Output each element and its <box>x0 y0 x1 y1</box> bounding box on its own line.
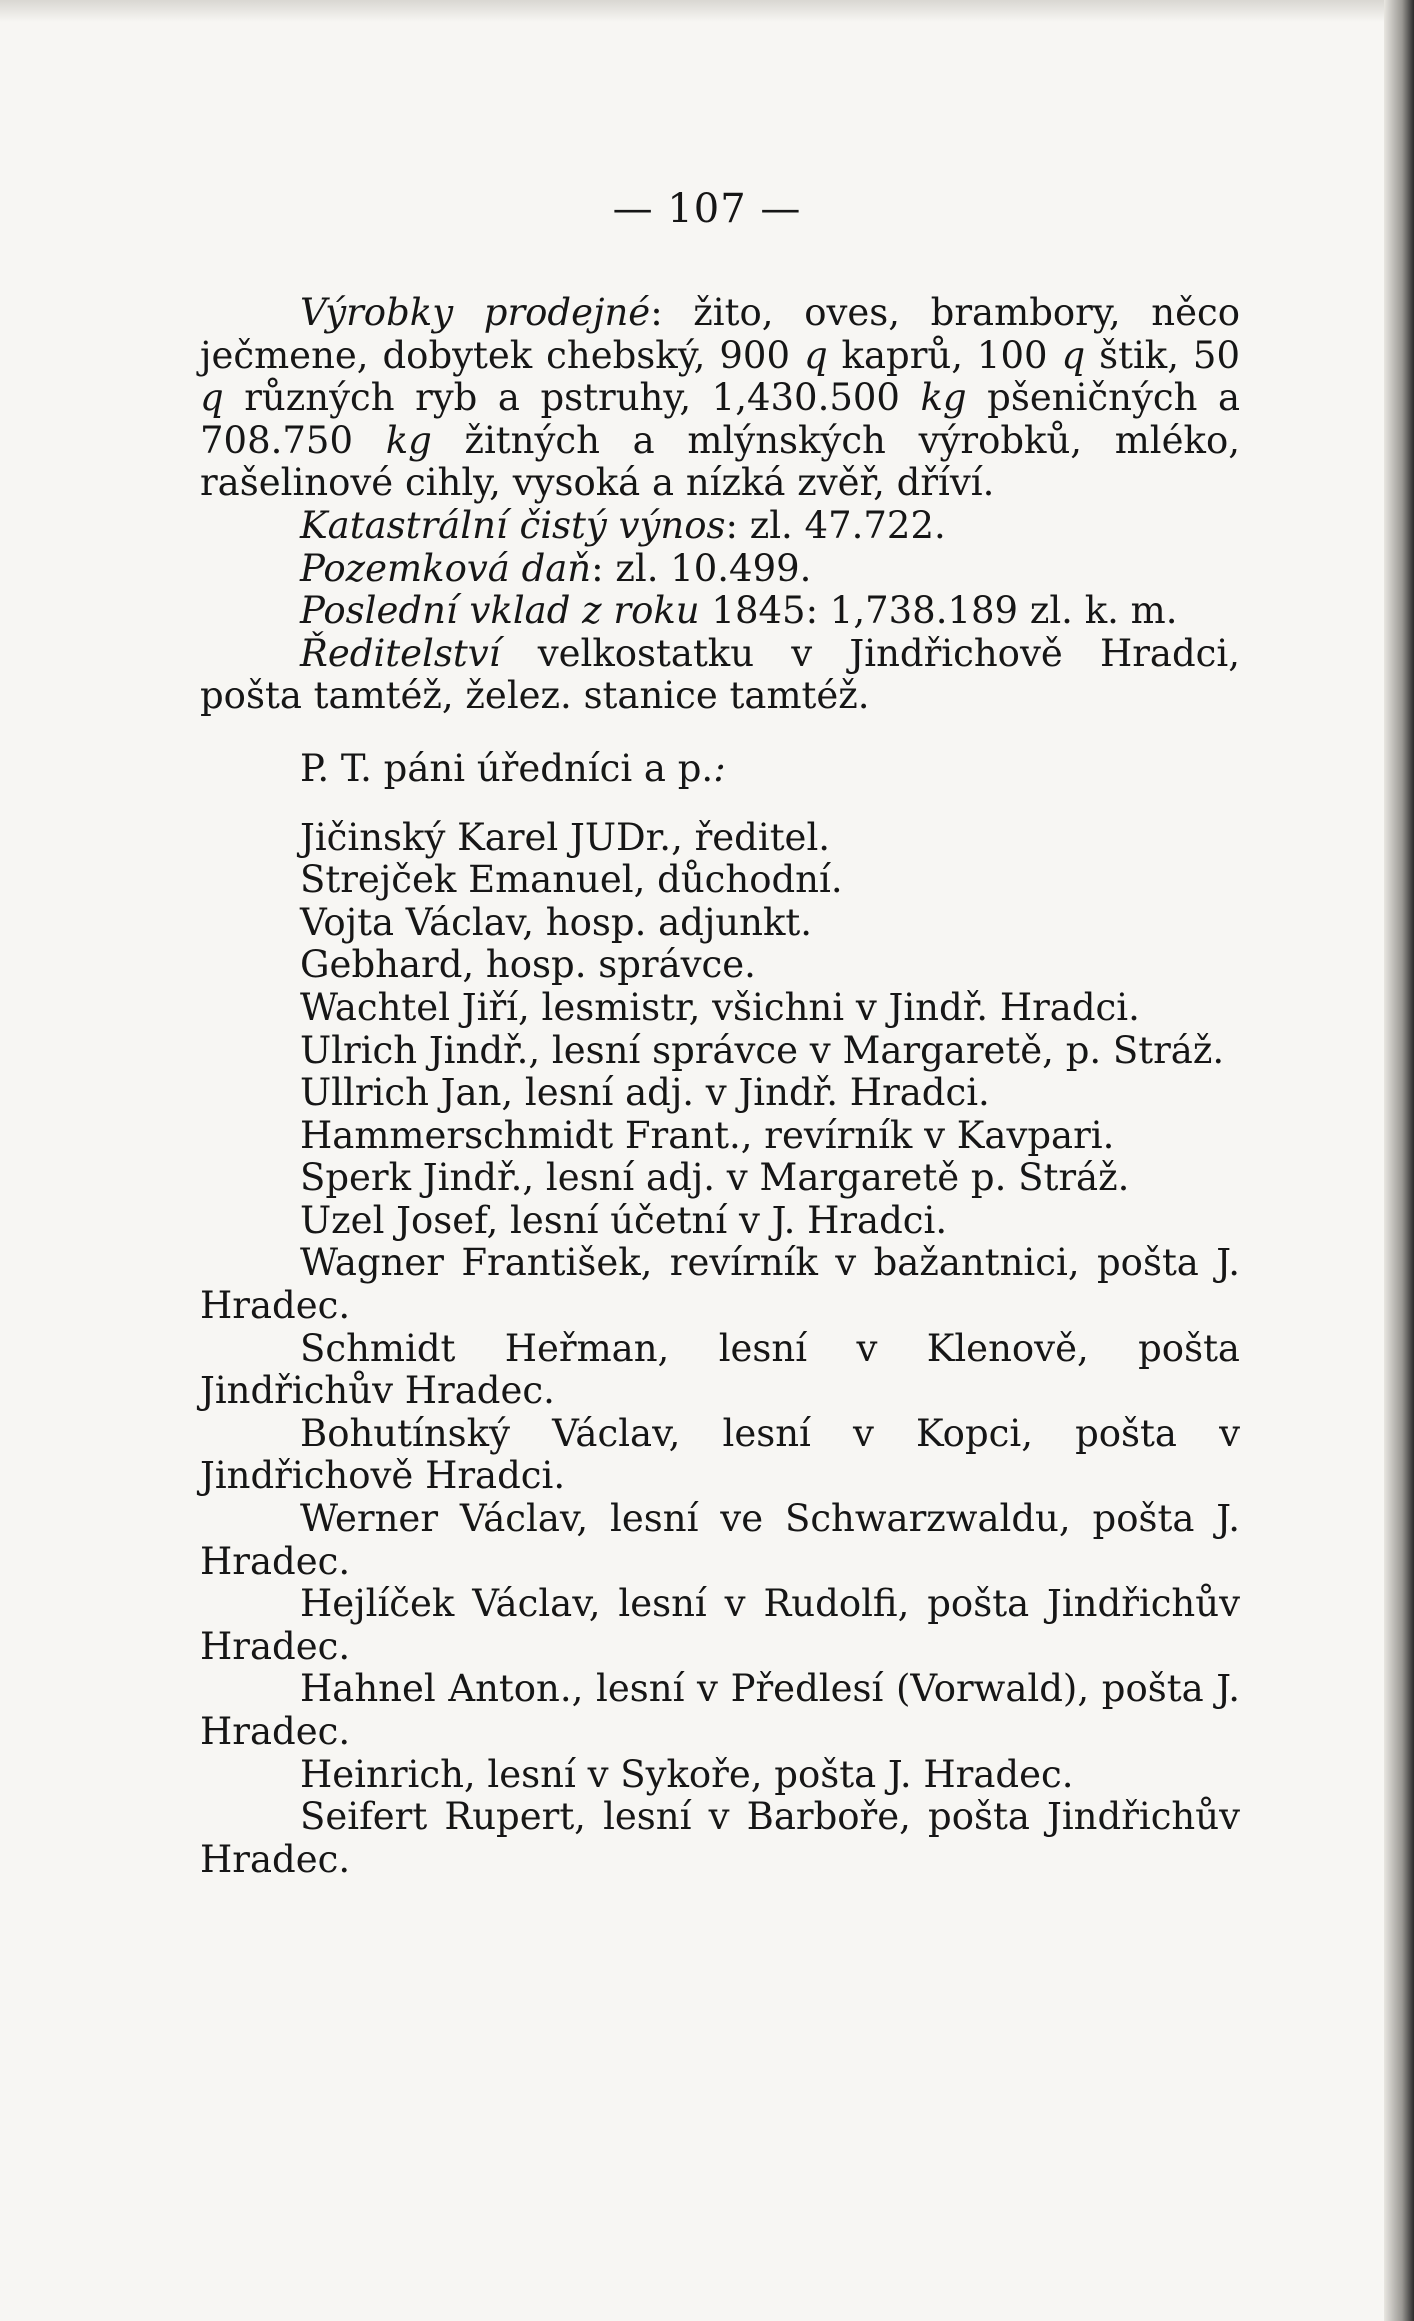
staff-list <box>200 817 1240 1882</box>
products-paragraph: Výrobky prodejné: žito, oves, brambory, něco ječmene, dobytek chebský, 900 q kaprů, 100 q štik, 50 q různých ryb a pstruhy, 1,430.500 kg pšeničných a 708.750 kg žitných a mlýnských výrobků, mléko, rašelinové cihly, vysoká a nízká zvěř, dříví. <box>200 291 1241 505</box>
staff-entry: Vojta Václav, hosp. adjunkt. <box>300 900 813 944</box>
staff-entry: Hammerschmidt Frant., revírník v Kavpari. <box>300 1113 1115 1157</box>
products-label: Výrobky prodejné <box>300 291 651 334</box>
spacer <box>200 791 1240 817</box>
staff-entry: Bohutínský Václav, lesní v Kopci, pošta v Jindřichově Hradci. <box>200 1411 1240 1498</box>
staff-entry: Hejlíček Václav, lesní v Rudolfi, pošta Jindřichův Hradec. <box>200 1582 1240 1668</box>
staff-entry: Sperk Jindř., lesní adj. v Margaretě p. Stráž. <box>300 1156 1130 1200</box>
page-right-edge <box>1384 0 1414 2321</box>
staff-entry: Hahnel Anton., lesní v Předlesí (Vorwald), pošta J. Hradec. <box>200 1667 1240 1753</box>
staff-entry: Gebhard, hosp. správce. <box>300 943 756 987</box>
page-number: — 107 — <box>612 186 802 232</box>
spacer <box>200 718 1240 748</box>
staff-entry: Uzel Josef, lesní účetní v J. Hradci. <box>300 1198 948 1242</box>
staff-entry: Seifert Rupert, lesní v Barboře, pošta Jindřichův Hradec. <box>200 1795 1240 1881</box>
land-tax: Pozemková daň: zl. 10.499. <box>300 546 812 590</box>
cadastral-yield: Katastrální čistý výnos: zl. 47.722. <box>300 503 946 547</box>
page-top-edge <box>0 0 1414 22</box>
staff-entry: Jičinský Karel JUDr., ředitel. <box>300 815 831 859</box>
staff-entry: Heinrich, lesní v Sykoře, pošta J. Hradec. <box>300 1752 1074 1796</box>
staff-entry: Wagner František, revírník v bažantnici, pošta J. Hradec. <box>200 1241 1240 1328</box>
staff-entry: Ulrich Jindř., lesní správce v Margaretě, p. Stráž. <box>300 1028 1225 1072</box>
staff-entry: Wachtel Jiří, lesmistr, všichni v Jindř. Hradci. <box>300 985 1140 1029</box>
last-deposit: Poslední vklad z roku 1845: 1,738.189 zl. k. m. <box>300 589 1178 633</box>
staff-heading: P. T. páni úředníci a p.: <box>300 746 726 790</box>
page-body <box>200 292 1240 1881</box>
directorate: Ředitelství velkostatku v Jindřichově Hradci, pošta tamtéž, želez. stanice tamtéž. <box>200 631 1240 718</box>
staff-entry: Ullrich Jan, lesní adj. v Jindř. Hradci. <box>300 1071 990 1115</box>
staff-entry: Strejček Emanuel, důchodní. <box>300 858 843 902</box>
staff-entry: Werner Václav, lesní ve Schwarzwaldu, pošta J. Hradec. <box>200 1497 1240 1583</box>
staff-entry: Schmidt Heřman, lesní v Klenově, pošta Jindřichův Hradec. <box>200 1326 1240 1413</box>
